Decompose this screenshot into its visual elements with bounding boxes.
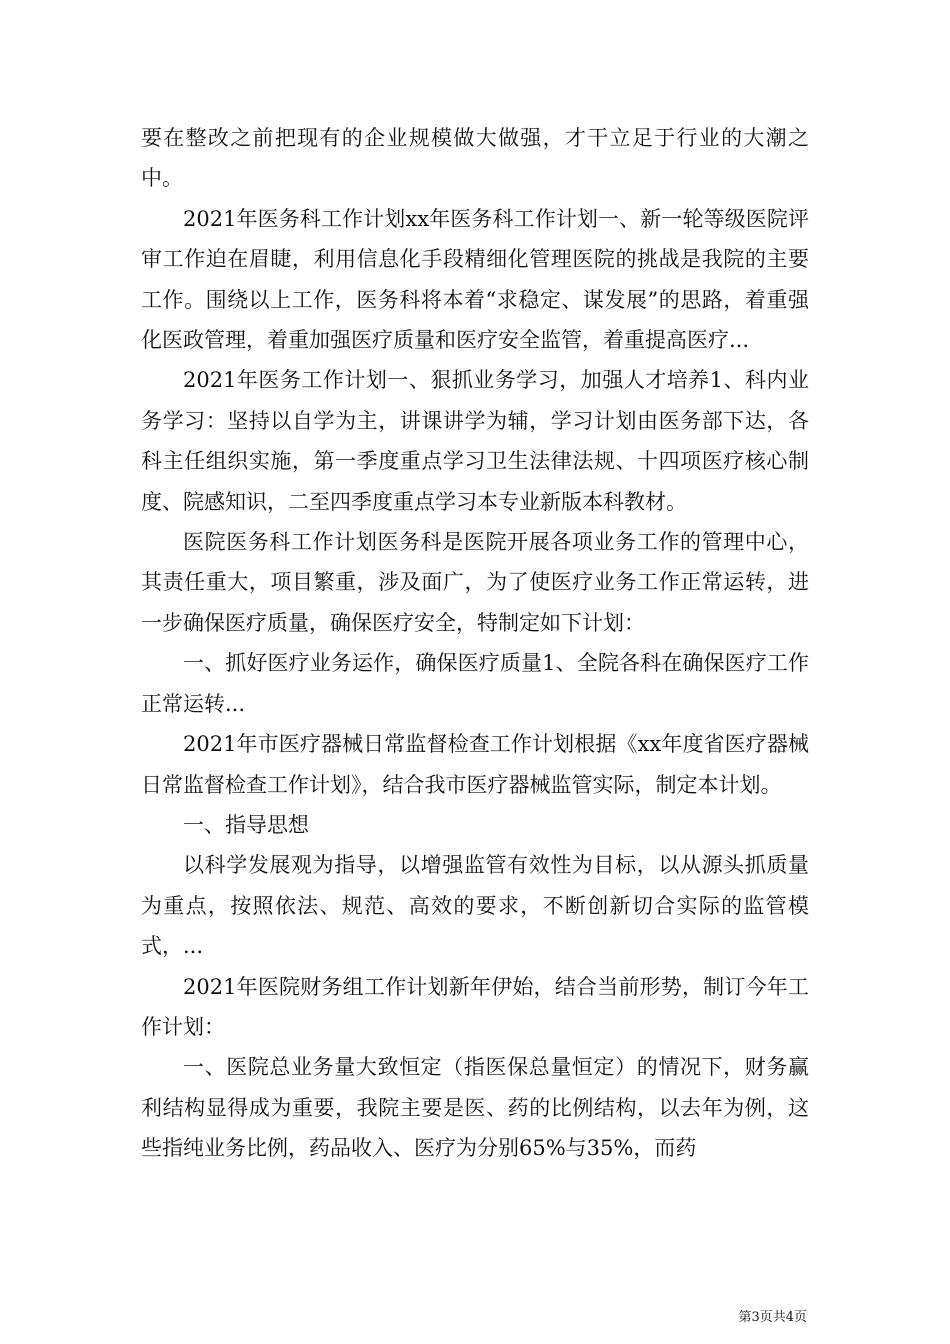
paragraph-4: 医院医务科工作计划医务科是医院开展各项业务工作的管理中心，其责任重大，项目繁重，涉及面广，为了使医疗业务工作正常运转，进一步确保医疗质量，确保医疗安全，特制定如下计划：	[141, 530, 809, 635]
page-number: 第3页共4页	[738, 1310, 807, 1325]
paragraph-9: 2021年医院财务组工作计划新年伊始，结合当前形势，制订今年工作计划：	[141, 974, 809, 1039]
paragraph-8: 以科学发展观为指导，以增强监管有效性为目标，以从源头抓质量为重点，按照依法、规范、高效的要求，不断创新切合实际的监管模式，...	[141, 853, 809, 959]
paragraph-2: 2021年医务科工作计划xx年医务科工作计划一、新一轮等级医院评审工作迫在眉睫，利用信息化手段精细化管理医院的挑战是我院的主要工作。围绕以上工作，医务科将本着“求稳定、谋发展”的思路，着重强化医政管理，着重加强医疗质量和医疗安全监管，着重提高医疗...	[141, 206, 809, 353]
document-body	[141, 118, 809, 1169]
paragraph-6: 2021年市医疗器械日常监督检查工作计划根据《xx年度省医疗器械日常监督检查工作计划》，结合我市医疗器械监管实际，制定本计划。	[141, 732, 809, 797]
paragraph-10: 一、医院总业务量大致恒定（指医保总量恒定）的情况下，财务赢利结构显得成为重要，我院主要是医、药的比例结构，以去年为例，这些指纯业务比例，药品收入、医疗为分别65%与35%，而药	[141, 1055, 809, 1161]
paragraph-3: 2021年医务工作计划一、狠抓业务学习，加强人才培养1、科内业务学习：坚持以自学为主，讲课讲学为辅，学习计划由医务部下达，各科主任组织实施，第一季度重点学习卫生法律法规、十四项医疗核心制度、院感知识，二至四季度重点学习本专业新版本科教材。	[141, 368, 809, 514]
paragraph-5: 一、抓好医疗业务运作，确保医疗质量1、全院各科在确保医疗工作正常运转...	[141, 651, 809, 716]
paragraph-7: 一、指导思想	[183, 812, 309, 837]
paragraph-1: 要在整改之前把现有的企业规模做大做强，才干立足于行业的大潮之中。	[141, 126, 809, 191]
